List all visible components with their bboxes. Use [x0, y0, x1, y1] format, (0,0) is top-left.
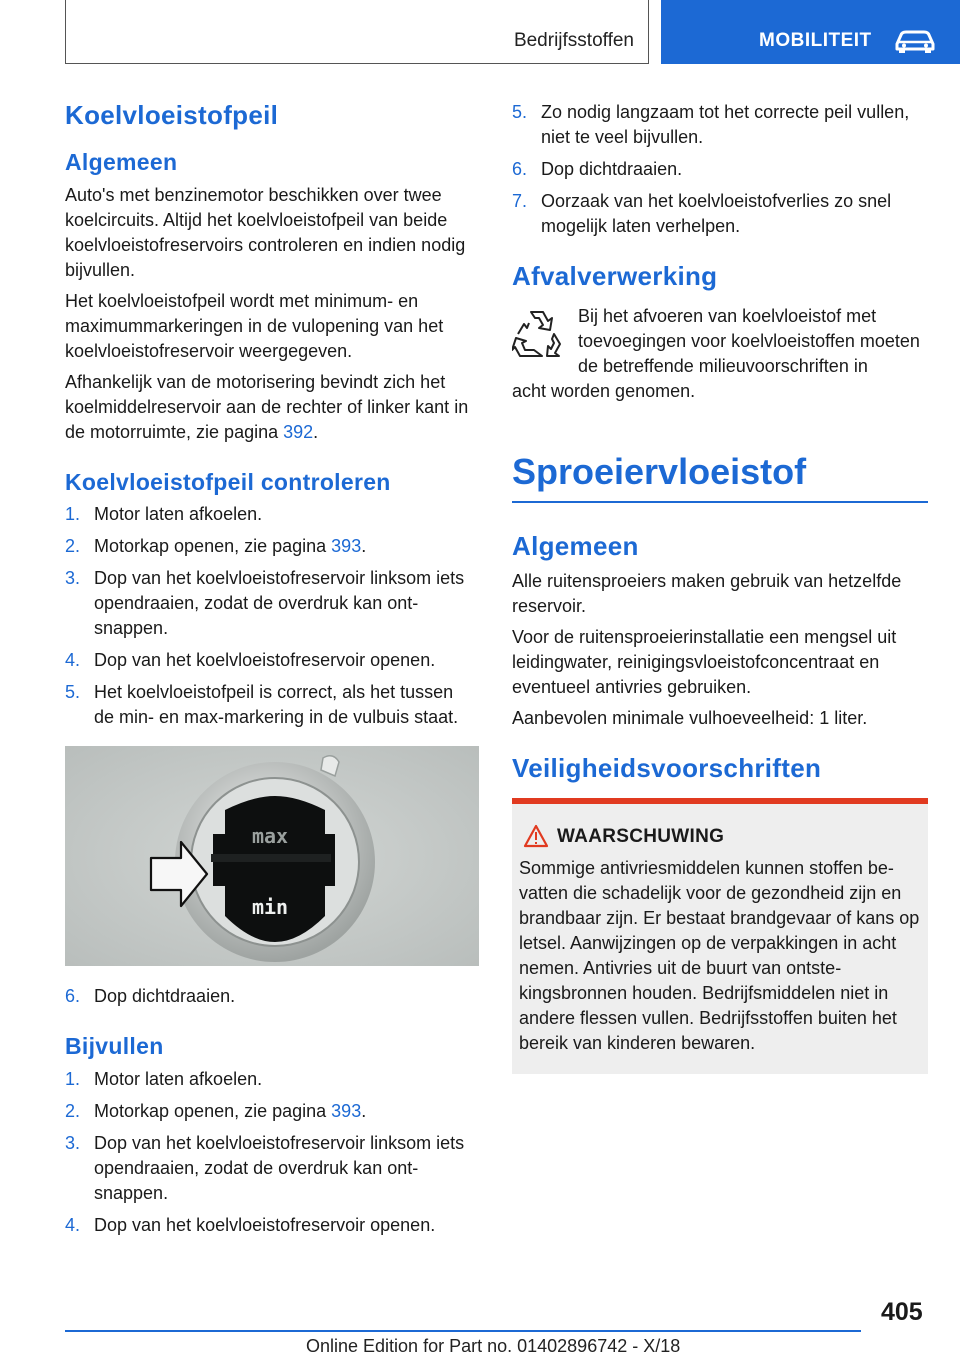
step-number: 6.	[65, 986, 81, 1007]
list-item	[512, 157, 928, 182]
paragraph: Alle ruitensproeiers maken gebruik van hetzelfde reservoir.	[512, 570, 902, 616]
section-title-koelvloeistofpeil: Koelvloeistofpeil	[65, 100, 279, 130]
section-title-sproeiervloeistof: Sproeiervloeistof	[512, 451, 807, 493]
step-text: Motor laten afkoelen.	[94, 1068, 263, 1089]
warning-box	[512, 798, 928, 1074]
step-text: Zo nodig langzaam tot het correcte peil vullen, niet te veel bijvullen.	[541, 102, 910, 147]
punctuation: .	[313, 421, 319, 442]
step-text: Dop van het koelvloeistofreservoir openen.	[94, 650, 436, 671]
paragraph	[65, 370, 477, 445]
punctuation: .	[361, 536, 367, 557]
list-item	[65, 1067, 477, 1092]
punctuation: .	[361, 1100, 367, 1121]
step-text: Motor laten afkoelen.	[94, 504, 263, 525]
steps-list-bijvullen-cont	[512, 100, 928, 239]
step-text: Dop dichtdraaien.	[541, 159, 683, 179]
step-number: 6.	[512, 159, 528, 179]
steps-list-bijvullen	[65, 1067, 477, 1238]
step-number: 1.	[65, 1068, 81, 1089]
paragraph-text: Afhankelijk van de motorisering bevindt zich het koelmiddelreservoir aan de rechter of linker kant in de motorruimte, zie pagina	[65, 371, 469, 442]
subheading-algemeen: Algemeen	[65, 149, 178, 176]
list-item	[65, 680, 477, 730]
car-icon	[893, 28, 937, 54]
left-column	[65, 100, 477, 1245]
section-divider	[512, 501, 928, 503]
paragraph: Bij het afvoeren van koelvloeistof met toevoegingen voor koelvloeistoffen moeten de betreffende milieuvoorschriften in	[578, 306, 920, 377]
step-number: 3.	[65, 568, 81, 589]
step-number: 5.	[512, 102, 528, 122]
warning-text: Sommige antivriesmiddelen kunnen stoffen bevatten die schadelijk voor de gezondheid zijn en brandbaar zijn. Er bestaat brandgevaar of kans op letsel. Aanwijzingen op de verpakkingen in acht nemen. Antivries uit de buurt van ontstekingsbronnen houden. Bedrijfsmiddelen niet in andere flessen vullen. Bedrijfsstoffen buiten het bereik van kinderen bewaren.	[519, 857, 920, 1053]
paragraph: acht worden genomen.	[512, 381, 696, 402]
list-item	[512, 100, 928, 150]
step-number: 7.	[512, 191, 528, 211]
footer-edition: Online Edition for Part no. 01402896742 - X/18	[306, 1336, 681, 1356]
step-text: Motorkap openen, zie pagina	[94, 1100, 332, 1121]
steps-list-controleren	[65, 502, 477, 730]
subheading-algemeen-sproei: Algemeen	[512, 531, 639, 562]
page-link-393[interactable]: 393	[331, 1100, 362, 1121]
warning-triangle-icon	[523, 824, 549, 848]
step-text: Motorkap openen, zie pagina	[94, 536, 332, 557]
page-link-392[interactable]: 392	[283, 421, 314, 442]
page-link-393[interactable]: 393	[331, 536, 362, 557]
paragraph: Het koelvloeistofpeil wordt met minimum- en maximummarkeringen in de vulopening van het koelvloeistofreservoir weergegeven.	[65, 290, 444, 361]
paragraph: Auto's met benzinemotor beschikken over twee koelcircuits. Altijd het koelvloeistofpeil van beide koelvloeistofreservoirs controleren en indien nodig bijvullen.	[65, 184, 466, 280]
footer-divider	[65, 1330, 861, 1332]
recycle-icon	[512, 306, 562, 358]
step-text: Dop van het koelvloeistofreservoir linksom iets opendraaien, zodat de overdruk kan ontsnappen.	[94, 568, 465, 639]
list-item	[65, 984, 477, 1009]
header-tab-label: MOBILITEIT	[759, 30, 872, 51]
coolant-cap-illustration	[65, 746, 479, 966]
paragraph: Voor de ruitensproeierinstallatie een mengsel uit leidingwater, reinigingsvloeistofconcentraat en eventueel antivries gebruiken.	[512, 626, 897, 697]
header-section-box	[65, 0, 649, 64]
header-tab-mobiliteit[interactable]	[661, 0, 960, 64]
step-number: 4.	[65, 1214, 81, 1235]
disposal-note	[512, 304, 928, 404]
list-item	[65, 534, 477, 559]
step-text: Oorzaak van het koelvloeistofverlies zo snel mogelijk laten verhelpen.	[541, 191, 892, 236]
coolant-level-figure	[65, 746, 479, 966]
list-item	[65, 1131, 477, 1206]
list-item	[65, 1213, 477, 1238]
step-number: 5.	[65, 682, 81, 703]
step-number: 2.	[65, 536, 81, 557]
paragraph: Aanbevolen minimale vulhoeveelheid: 1 liter.	[512, 707, 868, 728]
right-column	[512, 100, 928, 1074]
step-text: Het koelvloeistofpeil is correct, als het tussen de min- en max-markering in de vulbuis staat.	[94, 682, 459, 728]
section-title-veiligheidsvoorschriften: Veiligheidsvoorschriften	[512, 752, 822, 783]
step-number: 4.	[65, 650, 81, 671]
step-number: 1.	[65, 504, 81, 525]
section-title-afvalverwerking: Afvalverwerking	[512, 261, 718, 291]
max-label: max	[251, 824, 289, 849]
page-number: 405	[881, 1298, 923, 1326]
list-item	[65, 566, 477, 641]
header-section-title: Bedrijfsstoffen	[513, 30, 634, 51]
steps-list-controleren-cont	[65, 984, 477, 1009]
list-item	[512, 189, 928, 239]
step-number: 3.	[65, 1132, 81, 1153]
subheading-controleren: Koelvloeistofpeil controleren	[65, 468, 391, 495]
warning-title: WAARSCHUWING	[557, 825, 725, 847]
subheading-bijvullen: Bijvullen	[65, 1033, 164, 1060]
step-text: Dop dichtdraaien.	[94, 986, 236, 1007]
step-text: Dop van het koelvloeistofreservoir openen.	[94, 1214, 436, 1235]
step-text: Dop van het koelvloeistofreservoir linksom iets opendraaien, zodat de overdruk kan ontsnappen.	[94, 1132, 465, 1203]
list-item	[65, 1099, 477, 1124]
list-item	[65, 502, 477, 527]
warning-heading	[519, 826, 921, 848]
list-item	[65, 648, 477, 673]
min-label: min	[251, 895, 289, 920]
step-number: 2.	[65, 1100, 81, 1121]
